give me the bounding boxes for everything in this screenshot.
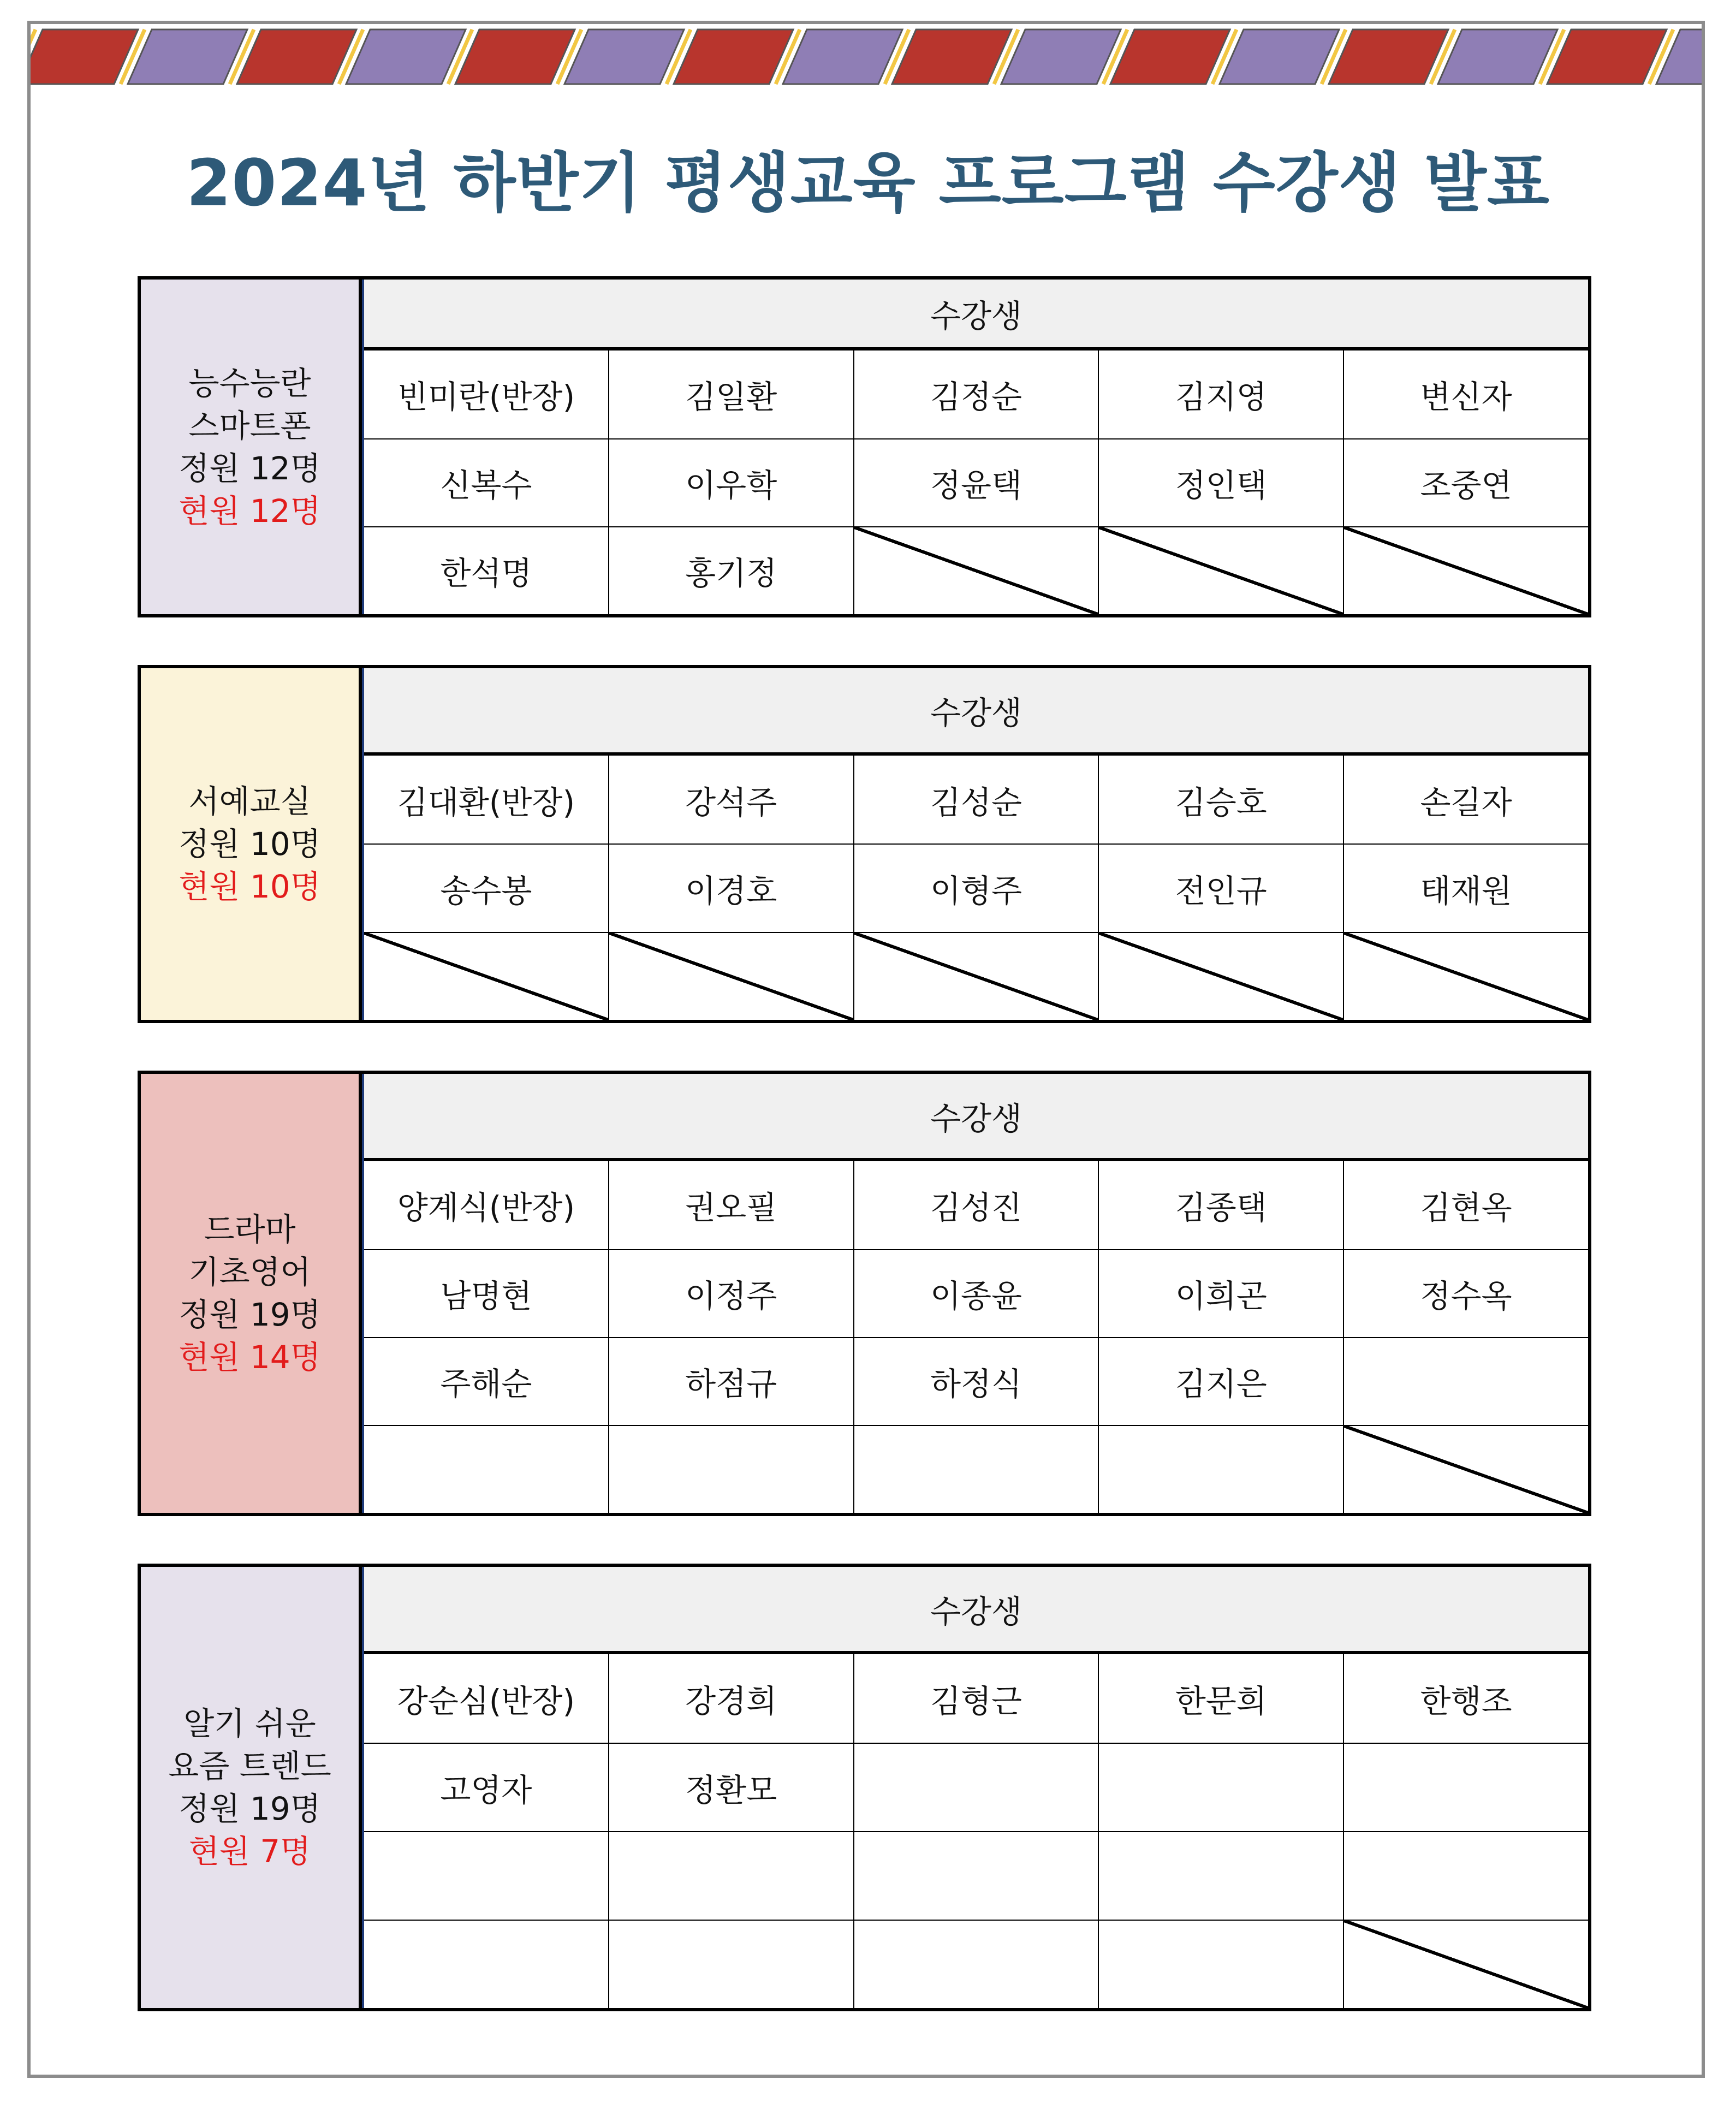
student-name-cell: 권오필 — [608, 1161, 853, 1249]
table-row — [364, 1249, 1588, 1337]
slashed-empty-cell — [1343, 1921, 1588, 2008]
empty-cell — [1098, 1832, 1343, 1920]
student-name-cell: 하점규 — [608, 1338, 853, 1425]
student-name-cell: 김대환(반장) — [397, 783, 575, 821]
table-row — [364, 1831, 1588, 1920]
student-name-cell: 홍기정 — [608, 527, 853, 614]
stripe-block — [892, 29, 1012, 84]
student-name-cell: 강석주 — [608, 756, 853, 843]
student-name-cell: 신복수 — [440, 467, 532, 504]
student-name-cell: 이정주 — [608, 1250, 853, 1337]
course-name-line: 서예교실 — [188, 783, 311, 820]
empty-cell — [608, 1426, 853, 1513]
student-name-cell: 김종택 — [1098, 1161, 1343, 1249]
table-row — [364, 756, 1588, 843]
table-row — [364, 350, 1588, 438]
student-name-cell: 변신자 — [1343, 350, 1588, 438]
students-header: 수강생 — [364, 280, 1588, 350]
empty-cell — [1098, 1426, 1343, 1513]
student-name-cell: 양계식(반장) — [397, 1189, 575, 1227]
course-name-line: 드라마 — [204, 1211, 296, 1248]
student-name-cell: 김성진 — [853, 1161, 1098, 1249]
stripe-block — [783, 29, 902, 84]
student-name-cell: 손길자 — [1343, 756, 1588, 843]
student-name-cell: 빈미란(반장) — [397, 378, 575, 416]
capacity-text: 정원 19명 — [179, 1296, 321, 1333]
course-name-line: 스마트폰 — [188, 407, 311, 444]
student-name-cell: 이종윤 — [853, 1250, 1098, 1337]
decorative-stripe-band — [31, 25, 1702, 88]
empty-cell — [853, 1832, 1098, 1920]
slashed-empty-cell — [853, 527, 1098, 614]
table-row — [364, 843, 1588, 931]
student-name-cell: 남명현 — [440, 1278, 532, 1315]
slashed-empty-cell — [1343, 527, 1588, 614]
stripe-block — [128, 29, 247, 84]
student-name-cell: 고영자 — [440, 1772, 532, 1809]
student-name-cell: 김정순 — [853, 350, 1098, 438]
student-grid — [362, 1567, 1588, 2008]
course-table-drama-english — [138, 1071, 1591, 1516]
stripe-block — [237, 29, 356, 84]
student-name-cell: 조중연 — [1343, 439, 1588, 526]
capacity-text: 정원 10명 — [179, 825, 321, 863]
table-row — [364, 526, 1588, 614]
student-name-cell: 김지영 — [1098, 350, 1343, 438]
current-count-text: 현원 12명 — [179, 492, 321, 530]
empty-cell — [364, 1426, 608, 1513]
students-header: 수강생 — [364, 1074, 1588, 1161]
student-name-cell: 김성순 — [853, 756, 1098, 843]
student-name-cell: 이형주 — [853, 845, 1098, 931]
capacity-text: 정원 12명 — [179, 449, 321, 487]
empty-cell — [364, 1921, 608, 2008]
table-row — [364, 1337, 1588, 1425]
slashed-empty-cell — [853, 933, 1098, 1020]
student-name-cell: 김지은 — [1098, 1338, 1343, 1425]
student-name-cell: 김형근 — [853, 1654, 1098, 1743]
empty-cell — [853, 1921, 1098, 2008]
stripe-block — [1547, 29, 1667, 84]
student-name-cell: 정수옥 — [1343, 1250, 1588, 1337]
empty-cell — [1098, 1921, 1343, 2008]
current-count-text: 현원 7명 — [188, 1833, 311, 1870]
student-grid — [362, 1074, 1588, 1513]
table-row — [364, 1920, 1588, 2008]
student-name-cell: 하정식 — [853, 1338, 1098, 1425]
table-row — [364, 1161, 1588, 1249]
empty-cell — [1343, 1744, 1588, 1831]
table-row — [364, 932, 1588, 1020]
table-row — [364, 1743, 1588, 1831]
course-name-line: 능수능란 — [188, 364, 311, 402]
slashed-empty-cell — [364, 933, 608, 1020]
stripe-block — [564, 29, 684, 84]
course-name-line: 기초영어 — [188, 1254, 311, 1291]
empty-cell — [1098, 1744, 1343, 1831]
page-title: 2024년 하반기 평생교육 프로그램 수강생 발표 — [186, 145, 1550, 221]
slashed-empty-cell — [1343, 933, 1588, 1020]
stripe-block — [1438, 29, 1557, 84]
students-header: 수강생 — [364, 1567, 1588, 1654]
empty-cell — [608, 1832, 853, 1920]
student-name-cell: 한행조 — [1343, 1654, 1588, 1743]
table-row — [364, 1425, 1588, 1513]
stripe-block — [1220, 29, 1339, 84]
student-grid — [362, 280, 1588, 614]
student-name-cell: 김현옥 — [1343, 1161, 1588, 1249]
course-label — [141, 1567, 362, 2008]
course-table-smartphone — [138, 276, 1591, 617]
course-label — [141, 280, 362, 614]
stripe-block — [1110, 29, 1230, 84]
slashed-empty-cell — [1098, 933, 1343, 1020]
empty-cell — [853, 1744, 1098, 1831]
course-label — [141, 668, 362, 1020]
course-name-line: 요즘 트렌드 — [168, 1748, 331, 1785]
course-table-trends — [138, 1564, 1591, 2011]
course-table-calligraphy — [138, 665, 1591, 1023]
empty-cell — [853, 1426, 1098, 1513]
student-name-cell: 정윤택 — [853, 439, 1098, 526]
student-name-cell: 전인규 — [1098, 845, 1343, 931]
empty-cell — [608, 1921, 853, 2008]
student-name-cell: 강경희 — [608, 1654, 853, 1743]
stripe-block — [1329, 29, 1448, 84]
current-count-text: 현원 14명 — [179, 1339, 321, 1376]
student-name-cell: 이우학 — [608, 439, 853, 526]
course-label — [141, 1074, 362, 1513]
empty-cell — [364, 1832, 608, 1920]
empty-cell — [1343, 1832, 1588, 1920]
slashed-empty-cell — [608, 933, 853, 1020]
current-count-text: 현원 10명 — [179, 868, 321, 905]
stripe-block — [346, 29, 466, 84]
student-name-cell: 정환모 — [608, 1744, 853, 1831]
empty-cell — [1343, 1338, 1588, 1425]
capacity-text: 정원 19명 — [179, 1790, 321, 1827]
student-name-cell: 한석명 — [440, 555, 532, 592]
stripe-block — [31, 29, 138, 84]
student-name-cell: 태재원 — [1343, 845, 1588, 931]
student-name-cell: 정인택 — [1098, 439, 1343, 526]
student-grid — [362, 668, 1588, 1020]
student-name-cell: 주해순 — [440, 1365, 532, 1403]
stripe-block — [1001, 29, 1121, 84]
slashed-empty-cell — [1343, 1426, 1588, 1513]
stripe-block — [455, 29, 575, 84]
stripe-pattern — [31, 25, 1702, 88]
student-name-cell: 강순심(반장) — [397, 1683, 575, 1720]
student-name-cell: 김승호 — [1098, 756, 1343, 843]
student-name-cell: 김일환 — [608, 350, 853, 438]
students-header: 수강생 — [364, 668, 1588, 756]
course-name-line: 알기 쉬운 — [183, 1705, 316, 1742]
student-name-cell: 이희곤 — [1098, 1250, 1343, 1337]
student-name-cell: 이경호 — [608, 845, 853, 931]
student-name-cell: 송수봉 — [440, 872, 532, 910]
student-name-cell: 한문희 — [1098, 1654, 1343, 1743]
slashed-empty-cell — [1098, 527, 1343, 614]
stripe-block — [674, 29, 793, 84]
table-row — [364, 438, 1588, 526]
table-row — [364, 1654, 1588, 1743]
